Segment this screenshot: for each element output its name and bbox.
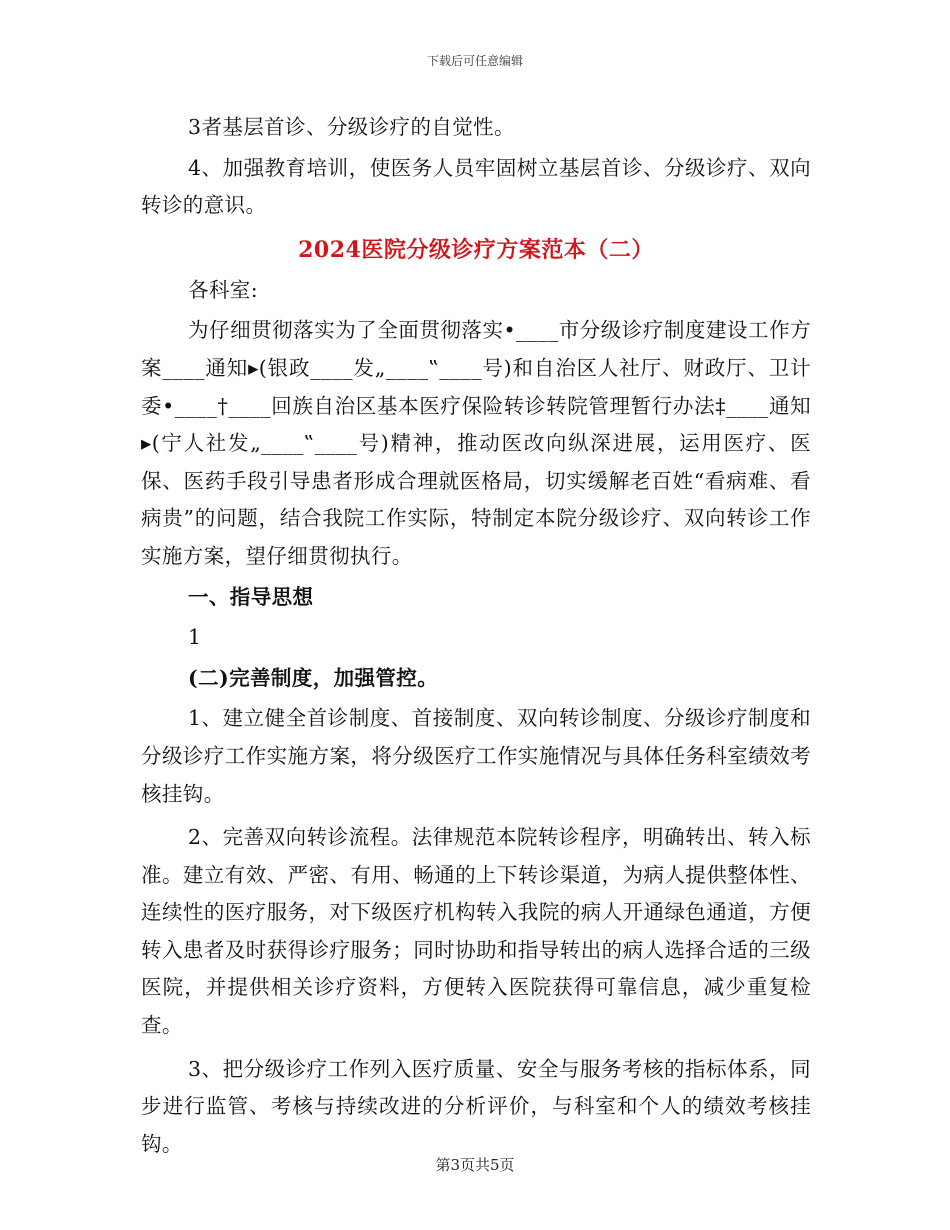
section-heading-guiding-ideology: 一、指导思想 bbox=[188, 584, 314, 609]
document-title: 2024医院分级诊疗方案范本（二） bbox=[298, 236, 654, 263]
document-body bbox=[141, 109, 811, 1163]
page-number: 第3页共5页 bbox=[435, 1156, 515, 1174]
paragraph-continuation: 3者基层首诊、分级诊疗的自觉性。 bbox=[188, 115, 515, 139]
paragraph-item-4: 4、加强教育培训，使医务人员牢固树立基层首诊、分级诊疗、双向转诊的意识。 bbox=[141, 155, 811, 218]
paragraph-item-1: 1、建立健全首诊制度、首接制度、双向转诊制度、分级诊疗制度和分级诊疗工作实施方案，将分级医疗工作实施情况与具体任务科室绩效考核挂钩。 bbox=[141, 706, 811, 806]
section-number: 1 bbox=[188, 625, 202, 650]
paragraph-item-2: 2、完善双向转诊流程。法律规范本院转诊程序，明确转出、转入标准。建立有效、严密、有用、畅通的上下转诊渠道，为病人提供整体性、连续性的医疗服务，对下级医疗机构转入我院的病人开通绿色通道，方便转入患者及时获得诊疗服务；同时协助和指导转出的病人选择合适的三级医院，并提供相关诊疗资料，方便转入医院获得可靠信息，减少重复检查。 bbox=[141, 825, 811, 1038]
paragraph-item-3: 3、把分级诊疗工作列入医疗质量、安全与服务考核的指标体系，同步进行监管、考核与持续改进的分析评价，与科室和个人的绩效考核挂钩。 bbox=[141, 1056, 811, 1156]
page-header: 下载后可任意编辑 bbox=[426, 54, 523, 68]
subsection-heading-system: (二)完善制度，加强管控。 bbox=[188, 665, 439, 690]
intro-paragraph: 为仔细贯彻落实为了全面贯彻落实•____市分级诊疗制度建设工作方案____通知▸(银政____发„____‟____号)和自治区人社厅、财政厅、卫计委•____†____回族自治区基本医疗保险转诊转院管理暂行办法‡____通知▸(宁人社发„____‟____号)精神，推动医改向纵深进展，运用医疗、医保、医药手段引导患者形成合理就医格局，切实缓解老百姓“看病难、看病贵”的问题，结合我院工作实际，特制定本院分级诊疗、双向转诊工作实施方案，望仔细贯彻执行。 bbox=[141, 318, 811, 568]
salutation: 各科室: bbox=[188, 277, 259, 302]
